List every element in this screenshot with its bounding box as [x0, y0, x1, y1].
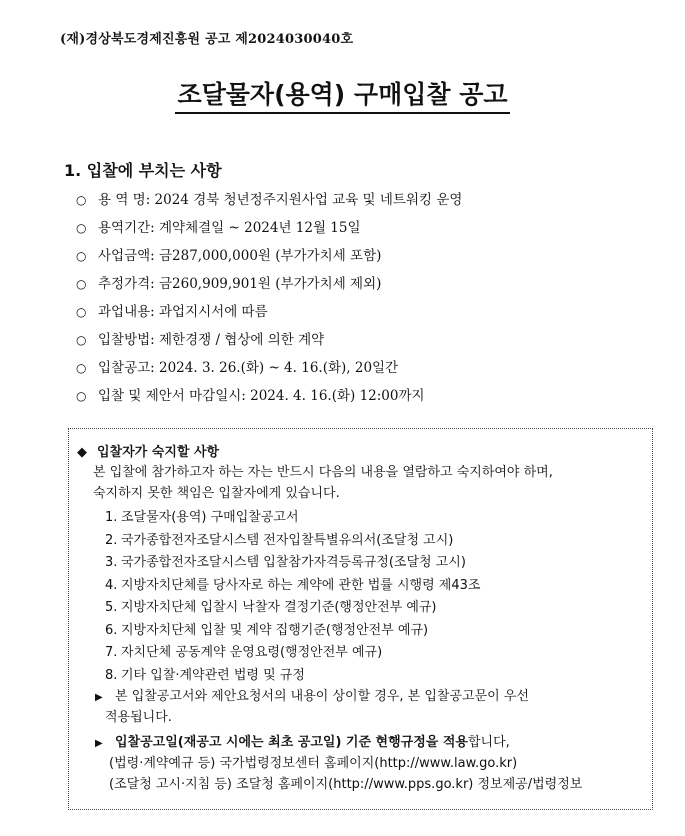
- circle-bullet-icon: ○: [76, 361, 87, 375]
- priority-note-continuation: 적용됩니다.: [105, 710, 172, 725]
- item-text: 용역기간: 계약체결일 ~ 2024년 12월 15일: [98, 220, 361, 236]
- item-text: 입찰공고: 2024. 3. 26.(화) ~ 4. 16.(화), 20일간: [98, 360, 399, 376]
- item-text: 용 역 명: 2024 경북 청년정주지원사업 교육 및 네트워킹 운영: [98, 192, 463, 208]
- list-item: [76, 298, 462, 326]
- item-text: 국가종합전자조달시스템 입찰참가자격등록규정(조달청 고시): [121, 555, 466, 570]
- list-item: [76, 242, 462, 270]
- circle-bullet-icon: ○: [76, 305, 87, 319]
- item-number: 3.: [105, 555, 118, 570]
- pps-site-reference: (조달청 고시·지침 등) 조달청 홈페이지(http://www.pps.go.kr) 정보제공/법령정보: [109, 777, 583, 792]
- circle-bullet-icon: ○: [76, 193, 87, 207]
- regulation-note-rest: 합니다,: [468, 735, 510, 750]
- list-item: [105, 530, 480, 553]
- notice-box: [68, 428, 653, 810]
- priority-note: [95, 687, 529, 708]
- item-text: 지방자치단체를 당사자로 하는 계약에 관한 법률 시행령 제43조: [121, 577, 481, 593]
- item-text: 사업금액: 금287,000,000원 (부가가치세 포함): [98, 248, 382, 264]
- list-item: [76, 326, 462, 354]
- regulation-note-bold: 입찰공고일(재공고 시에는 최초 공고일) 기준 현행규정을 적용: [115, 735, 468, 750]
- reference-list: [105, 507, 480, 687]
- triangle-bullet-icon: ▶: [95, 692, 103, 703]
- list-item: [105, 507, 480, 530]
- list-item: [76, 270, 462, 298]
- circle-bullet-icon: ○: [76, 249, 87, 263]
- item-text: 조달물자(용역) 구매입찰공고서: [121, 510, 299, 525]
- item-number: 7.: [105, 645, 118, 660]
- list-item: [76, 354, 462, 382]
- list-item: [105, 642, 480, 665]
- item-text: 기타 입찰·계약관련 법령 및 규정: [121, 667, 305, 683]
- circle-bullet-icon: ○: [76, 221, 87, 235]
- item-text: 과업내용: 과업지시서에 따름: [98, 304, 268, 320]
- priority-note-text: 본 입찰공고서와 제안요청서의 내용이 상이할 경우, 본 입찰공고문이 우선: [115, 689, 529, 704]
- list-item: [105, 597, 480, 620]
- circle-bullet-icon: ○: [76, 333, 87, 347]
- item-number: 4.: [105, 577, 118, 593]
- notice-number-header: (재)경상북도경제진흥원 공고 제2024030040호: [60, 32, 354, 47]
- circle-bullet-icon: ○: [76, 277, 87, 291]
- item-number: 1.: [105, 510, 118, 525]
- list-item: [105, 665, 480, 688]
- item-text: 지방자치단체 입찰 및 계약 집행기준(행정안전부 예규): [121, 622, 429, 638]
- notice-intro-line: 본 입찰에 참가하고자 하는 자는 반드시 다음의 내용을 열람하고 숙지하여야 하며,: [93, 465, 553, 480]
- list-item: [76, 214, 462, 242]
- regulation-note: [95, 733, 510, 754]
- item-number: 5.: [105, 600, 118, 615]
- list-item: [105, 552, 480, 575]
- item-number: 8.: [105, 667, 118, 683]
- item-text: 입찰 및 제안서 마감일시: 2024. 4. 16.(화) 12:00까지: [98, 388, 425, 404]
- law-site-reference: (법령·계약예규 등) 국가법령정보센터 홈페이지(http://www.law.go.kr): [109, 756, 518, 771]
- bid-info-list: [76, 186, 462, 410]
- item-text: 국가종합전자조달시스템 전자입찰특별유의서(조달청 고시): [121, 532, 454, 548]
- item-text: 추정가격: 금260,909,901원 (부가가치세 제외): [98, 276, 382, 292]
- circle-bullet-icon: ○: [76, 389, 87, 403]
- list-item: [105, 575, 480, 598]
- page-title-text: 조달물자(용역) 구매입찰 공고: [175, 80, 509, 114]
- triangle-bullet-icon: ▶: [95, 738, 103, 749]
- page-title: [0, 80, 685, 114]
- section-heading: 1. 입찰에 부치는 사항: [64, 161, 222, 180]
- item-number: 2.: [105, 532, 118, 548]
- notice-heading: [77, 443, 219, 463]
- diamond-icon: ◆: [77, 445, 87, 460]
- list-item: [105, 620, 480, 643]
- list-item: [76, 382, 462, 410]
- item-text: 지방자치단체 입찰시 낙찰자 결정기준(행정안전부 예규): [121, 600, 437, 615]
- notice-heading-text: 입찰자가 숙지할 사항: [97, 445, 220, 460]
- item-text: 자치단체 공동계약 운영요령(행정안전부 예규): [121, 645, 383, 660]
- item-text: 입찰방법: 제한경쟁 / 협상에 의한 계약: [98, 332, 325, 348]
- item-number: 6.: [105, 622, 118, 638]
- list-item: [76, 186, 462, 214]
- notice-intro-line: 숙지하지 못한 책임은 입찰자에게 있습니다.: [93, 486, 340, 501]
